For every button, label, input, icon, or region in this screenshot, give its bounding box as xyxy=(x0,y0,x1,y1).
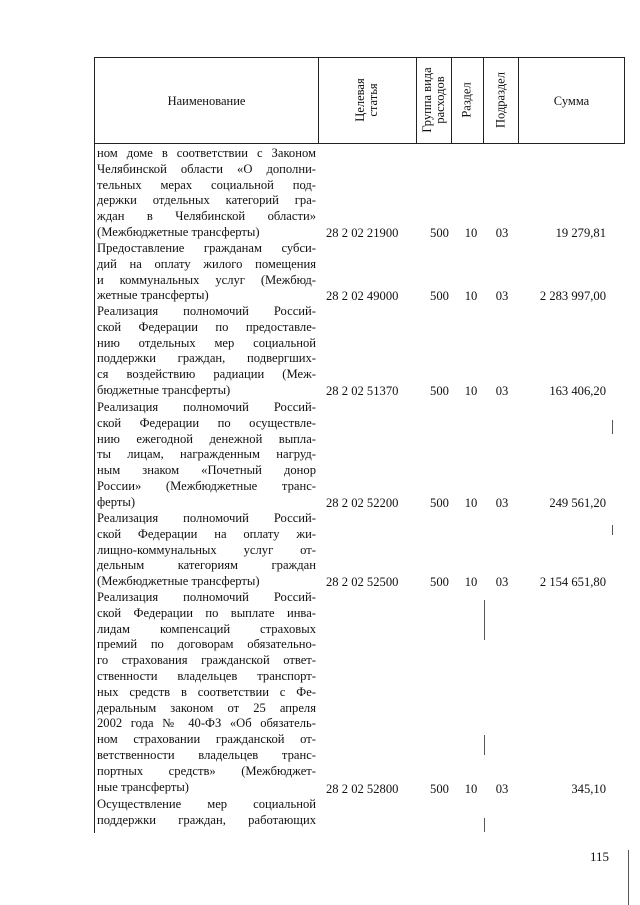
row-text-line: ном страховании гражданской от- xyxy=(97,732,316,747)
row-section: 10 xyxy=(464,384,478,398)
header-subsection-text: Подраздел xyxy=(493,72,508,128)
row-section: 10 xyxy=(464,289,478,303)
row-text-line: дий на оплату жилого помещения xyxy=(97,256,316,271)
table-left-border xyxy=(94,57,95,833)
page-number: 115 xyxy=(590,849,610,864)
col-divider-section xyxy=(483,57,484,144)
row-code: 28 2 02 51370 xyxy=(326,384,399,398)
row-code: 28 2 02 52500 xyxy=(326,575,399,589)
row-text-line: (Межбюджетные трансферты) xyxy=(97,224,260,239)
table-row-name xyxy=(97,241,316,304)
row-group: 500 xyxy=(430,289,449,303)
row-subsection: 03 xyxy=(495,782,509,796)
row-group: 500 xyxy=(430,782,449,796)
row-section: 10 xyxy=(464,226,478,240)
row-text-line: ся воздействию радиации (Меж- xyxy=(97,367,316,382)
table-row-name xyxy=(97,797,316,829)
scan-mark xyxy=(612,525,613,535)
header-amount xyxy=(519,58,624,143)
scan-mark xyxy=(612,420,613,434)
header-target-article-line2: статья xyxy=(366,83,380,117)
table-row-name xyxy=(97,400,316,511)
row-text-line: лидам компенсаций страховых xyxy=(97,621,316,636)
header-name xyxy=(95,58,318,143)
header-bottom-border xyxy=(94,143,625,144)
row-code: 28 2 02 49000 xyxy=(326,289,399,303)
row-text-line: ской Федерации на оплату жи- xyxy=(97,526,316,541)
table-row-name xyxy=(97,511,316,590)
row-text-line: Реализация полномочий Россий- xyxy=(97,304,316,318)
col-divider-name xyxy=(318,57,319,144)
row-text-line: деральным законом от 25 апреля xyxy=(97,700,316,715)
col-divider-group xyxy=(451,57,452,144)
row-text-line: Реализация полномочий Россий- xyxy=(97,590,316,604)
header-section-text: Раздел xyxy=(459,82,474,118)
row-text-line: ветственности владельцев транс- xyxy=(97,747,316,762)
row-text-line: нию отдельных мер социальной xyxy=(97,335,316,350)
row-text-line: держки отдельных категорий гра- xyxy=(97,193,316,208)
row-text-line: портных средств» (Межбюджет- xyxy=(97,763,316,778)
table-row-name xyxy=(97,146,316,241)
row-text-line: ным знаком «Почетный донор xyxy=(97,463,316,478)
row-text-line: России» (Межбюджетные транс- xyxy=(97,478,316,493)
row-amount: 2 283 997,00 xyxy=(539,289,606,303)
row-text-line: Челябинской области «О дополни- xyxy=(97,161,316,176)
row-group: 500 xyxy=(430,496,449,510)
row-text-line: поддержки граждан, подвергших- xyxy=(97,351,316,366)
row-text-line: ской Федерации по предоставле- xyxy=(97,319,316,334)
row-text-line: поддержки граждан, работающих xyxy=(97,812,316,827)
row-text-line: ном доме в соответствии с Законом xyxy=(97,146,316,160)
scan-mark xyxy=(484,735,485,755)
row-text-line: Предоставление гражданам субси- xyxy=(97,241,316,255)
row-text-line: ных средств в соответствии с Фе- xyxy=(97,684,316,699)
header-target-article-line1: Целевая xyxy=(353,78,367,122)
row-amount: 163 406,20 xyxy=(549,384,606,398)
row-text-line: ты лицам, награжденным нагруд- xyxy=(97,447,316,462)
row-text-line: лищно-коммунальных услуг от- xyxy=(97,542,316,557)
row-subsection: 03 xyxy=(495,496,509,510)
header-expense-group-line1: Группа вида xyxy=(420,67,434,133)
row-text-line: ферты) xyxy=(97,494,136,509)
header-expense-group-line2: расходов xyxy=(433,76,447,124)
row-text-line: нию ежегодной денежной выпла- xyxy=(97,431,316,446)
row-code: 28 2 02 52800 xyxy=(326,782,399,796)
row-text-line: премий по договорам обязательно- xyxy=(97,637,316,652)
row-subsection: 03 xyxy=(495,575,509,589)
row-text-line: ственности владельцев транспорт- xyxy=(97,668,316,683)
row-text-line: дельным категориям граждан xyxy=(97,558,316,573)
row-text-line: жетные трансферты) xyxy=(97,288,209,303)
col-divider-code xyxy=(416,57,417,144)
header-name-text: Наименование xyxy=(167,93,246,108)
row-amount: 2 154 651,80 xyxy=(539,575,606,589)
header-expense-group xyxy=(421,67,447,132)
row-amount: 345,10 xyxy=(571,782,606,796)
header-section xyxy=(461,82,474,117)
header-amount-text: Сумма xyxy=(553,93,590,108)
row-subsection: 03 xyxy=(495,289,509,303)
row-text-line: бюджетные трансферты) xyxy=(97,382,231,397)
row-group: 500 xyxy=(430,575,449,589)
table-row-name xyxy=(97,304,316,399)
row-text-line: ждан в Челябинской области» xyxy=(97,209,316,224)
row-text-line: Реализация полномочий Россий- xyxy=(97,400,316,414)
row-text-line: Осуществление мер социальной xyxy=(97,797,316,811)
header-subsection xyxy=(495,72,508,128)
row-code: 28 2 02 52200 xyxy=(326,496,399,510)
row-subsection: 03 xyxy=(495,384,509,398)
table-row-name xyxy=(97,590,316,795)
scan-mark xyxy=(484,600,485,640)
row-code: 28 2 02 21900 xyxy=(326,226,399,240)
row-section: 10 xyxy=(464,782,478,796)
scan-mark xyxy=(484,818,485,832)
row-amount: 249 561,20 xyxy=(549,496,606,510)
row-group: 500 xyxy=(430,226,449,240)
row-text-line: (Межбюджетные трансферты) xyxy=(97,574,260,589)
scan-mark xyxy=(628,850,629,905)
row-text-line: 2002 года № 40-ФЗ «Об обязатель- xyxy=(97,716,316,731)
row-amount: 19 279,81 xyxy=(555,226,606,240)
row-text-line: го страхования гражданской ответ- xyxy=(97,653,316,668)
row-text-line: ской Федерации по выплате инва- xyxy=(97,605,316,620)
row-subsection: 03 xyxy=(495,226,509,240)
row-section: 10 xyxy=(464,496,478,510)
row-section: 10 xyxy=(464,575,478,589)
row-text-line: Реализация полномочий Россий- xyxy=(97,511,316,525)
row-text-line: тельных мерах социальной под- xyxy=(97,177,316,192)
row-text-line: и коммунальных услуг (Межбюд- xyxy=(97,272,316,287)
row-text-line: ные трансферты) xyxy=(97,779,190,794)
row-text-line: ской Федерации по осуществле- xyxy=(97,415,316,430)
table-right-border xyxy=(624,57,625,144)
row-group: 500 xyxy=(430,384,449,398)
header-target-article xyxy=(354,78,380,121)
